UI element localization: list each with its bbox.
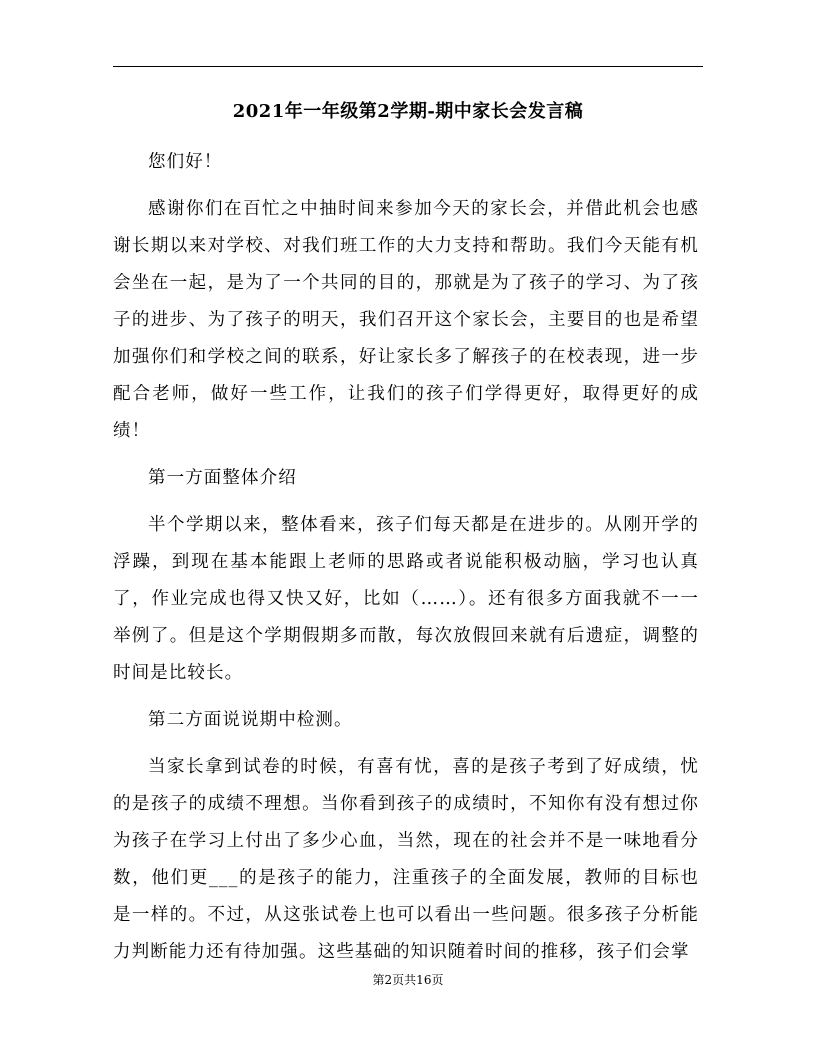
section-heading-midterm: 第二方面说说期中检测。 [148,710,353,730]
document-body [113,144,699,971]
paragraph-overview: 半个学期以来，整体看来，孩子们每天都是在进步的。从刚开学的浮躁，到现在基本能跟上老师的思路或者说能积极动脑，学习也认真了，作业完成也得又快又好，比如（……）。还有很多方面我就不一一举例了。但是这个学期假期多而散，每次放假回来就有后遗症，调整的时间是比较长。 [113,515,699,683]
paragraph-midterm: 当家长拿到试卷的时候，有喜有忧，喜的是孩子考到了好成绩，忧的是孩子的成绩不理想。当你看到孩子的成绩时，不知你有没有想过你为孩子在学习上付出了多少心血，当然，现在的社会并不是一味地看分数，他们更___的是孩子的能力，注重孩子的全面发展，教师的目标也是一样的。不过，从这张试卷上也可以看出一些问题。很多孩子分析能力判断能力还有待加强。这些基础的知识随着时间的推移，孩子们会掌 [113,757,699,962]
header-rule [113,66,703,67]
paragraph-greeting: 您们好！ [148,152,223,172]
document-title: 2021年一年级第2学期-期中家长会发言稿 [232,101,584,122]
paragraph-thanks: 感谢你们在百忙之中抽时间来参加今天的家长会，并借此机会也感谢长期以来对学校、对我们班工作的大力支持和帮助。我们今天能有机会坐在一起，是为了一个共同的目的，那就是为了孩子的学习、为了孩子的进步、为了孩子的明天，我们召开这个家长会，主要目的也是希望加强你们和学校之间的联系，好让家长多了解孩子的在校表现，进一步配合老师，做好一些工作，让我们的孩子们学得更好，取得更好的成绩！ [113,199,699,441]
page-number: 第2页共16页 [372,973,444,987]
section-heading-overview: 第一方面整体介绍 [148,468,297,488]
